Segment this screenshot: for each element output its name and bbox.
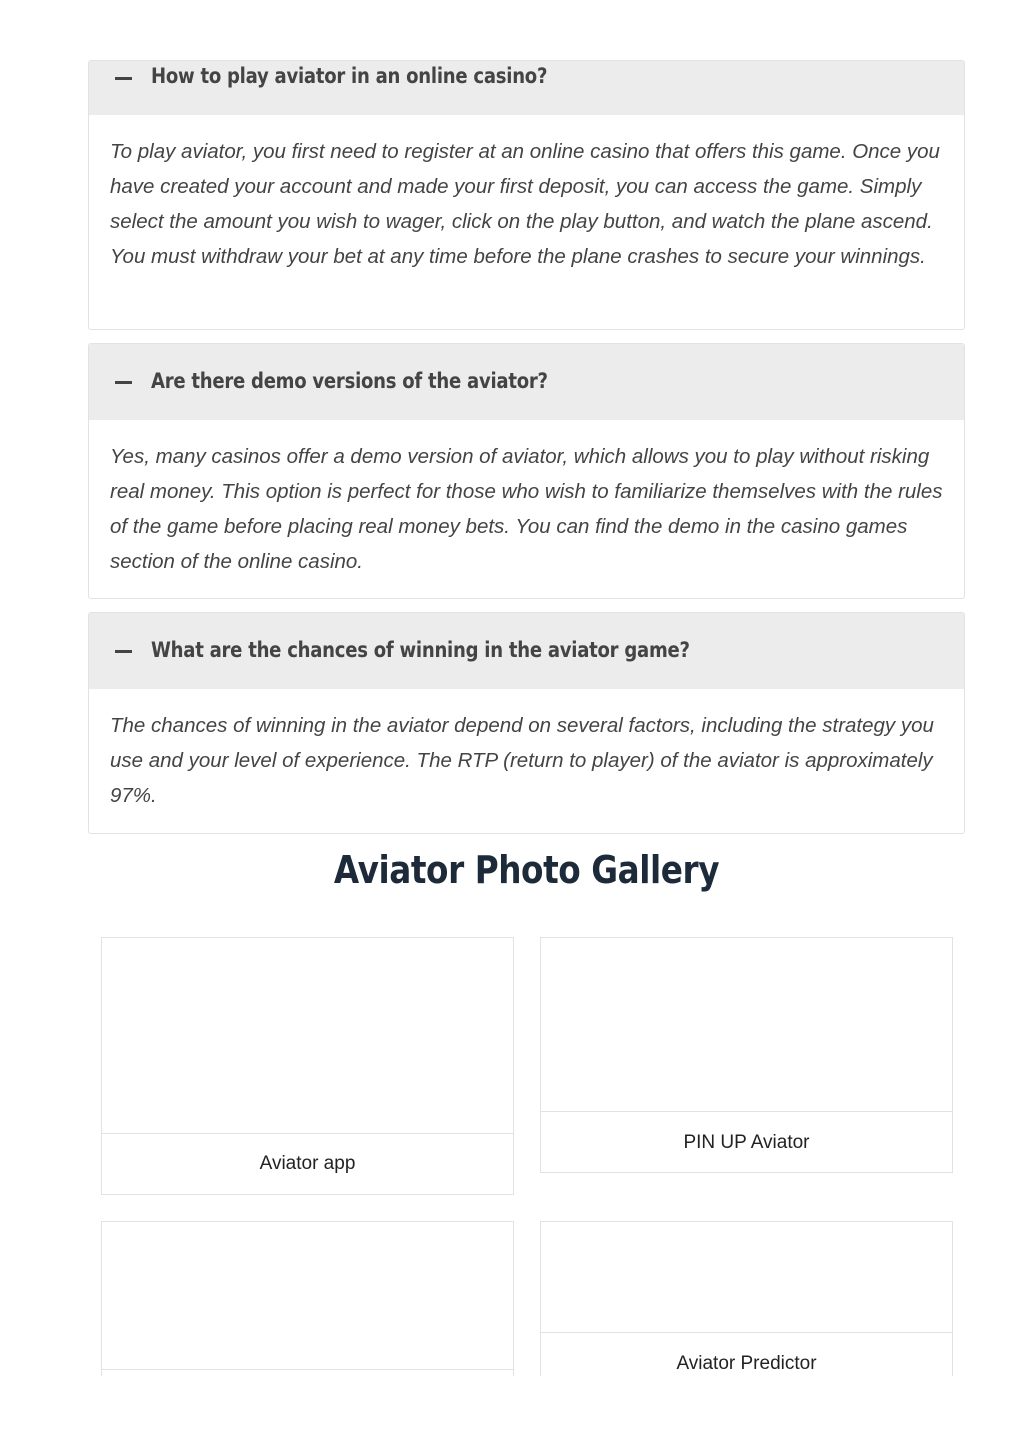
faq-answer: Yes, many casinos offer a demo version of aviator, which allows you to play without risking real money. This option is perfect for those who wish to familiarize themselves with the rules of the game before placing real money bets. You can find the demo in the casino games section of the online casino. xyxy=(110,445,943,573)
faq-answer: The chances of winning in the aviator depend on several factors, including the strategy you use and your level of experience. The RTP (return to player) of the aviator is approximately 97%. xyxy=(110,714,934,807)
faq-item xyxy=(88,60,965,330)
faq-item xyxy=(88,343,965,599)
gallery-card[interactable] xyxy=(101,937,514,1195)
collapse-icon[interactable] xyxy=(115,650,132,653)
gallery-card[interactable] xyxy=(540,1221,953,1376)
faq-question-header[interactable] xyxy=(89,61,964,115)
gallery-caption: Aviator Predictor xyxy=(676,1353,817,1374)
faq-item xyxy=(88,612,965,834)
faq-answer: To play aviator, you first need to register at an online casino that offers this game. Once you have created your account and made your first deposit, you can access the game. Simply select the amount you wish to wager, click on the play button, and watch the plane ascend. You must withdraw your bet at any time before the plane crashes to secure your winnings. xyxy=(110,140,940,268)
gallery-caption: PIN UP Aviator xyxy=(683,1132,810,1153)
gallery-card[interactable] xyxy=(540,937,953,1173)
collapse-icon[interactable] xyxy=(115,77,132,80)
gallery-image[interactable] xyxy=(102,938,513,1134)
collapse-icon[interactable] xyxy=(115,381,132,384)
faq-question: What are the chances of winning in the aviator game? xyxy=(151,638,690,662)
faq-question: How to play aviator in an online casino? xyxy=(151,64,548,88)
faq-question-header[interactable] xyxy=(89,344,964,420)
gallery-title: Aviator Photo Gallery xyxy=(333,848,720,892)
gallery-image[interactable] xyxy=(541,1222,952,1333)
gallery-image[interactable] xyxy=(541,938,952,1112)
gallery-card[interactable] xyxy=(101,1221,514,1376)
faq-question: Are there demo versions of the aviator? xyxy=(151,369,548,393)
gallery-image[interactable] xyxy=(102,1222,513,1370)
gallery-caption: Aviator app xyxy=(259,1153,356,1174)
faq-question-header[interactable] xyxy=(89,613,964,689)
